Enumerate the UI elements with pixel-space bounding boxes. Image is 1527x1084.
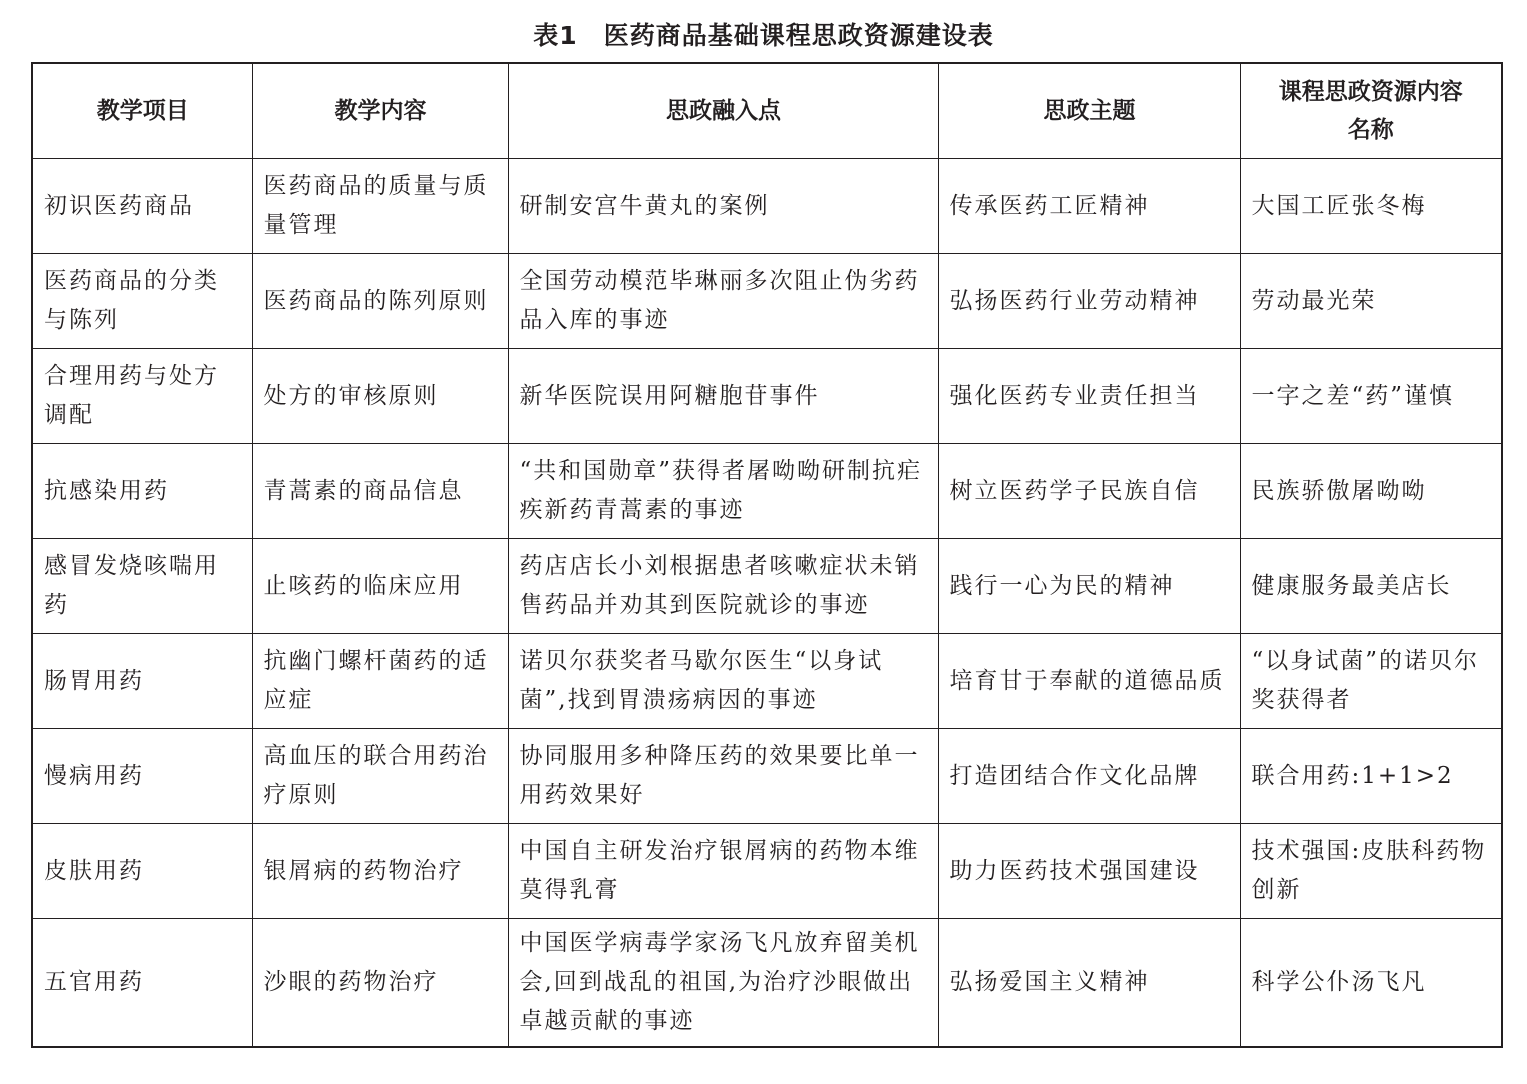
cell-project: 感冒发烧咳喘用药 — [32, 539, 252, 634]
cell-project: 皮肤用药 — [32, 824, 252, 919]
cell-theme: 践行一心为民的精神 — [938, 539, 1240, 634]
cell-resource: 技术强国:皮肤科药物创新 — [1240, 824, 1502, 919]
cell-content: 医药商品的陈列原则 — [252, 254, 508, 349]
table-row — [32, 539, 1502, 634]
table-row — [32, 729, 1502, 824]
cell-entry-point: 全国劳动模范毕琳丽多次阻止伪劣药品入库的事迹 — [508, 254, 938, 349]
cell-project: 五官用药 — [32, 919, 252, 1047]
cell-theme: 打造团结合作文化品牌 — [938, 729, 1240, 824]
table-row — [32, 634, 1502, 729]
cell-resource: 健康服务最美店长 — [1240, 539, 1502, 634]
cell-entry-point: 诺贝尔获奖者马歇尔医生“以身试菌”,找到胃溃疡病因的事迹 — [508, 634, 938, 729]
table-caption — [0, 16, 1527, 56]
cell-theme: 树立医药学子民族自信 — [938, 444, 1240, 539]
cell-entry-point: 新华医院误用阿糖胞苷事件 — [508, 349, 938, 444]
resource-table — [31, 62, 1503, 1048]
table-row — [32, 349, 1502, 444]
header-row — [32, 63, 1502, 159]
table-row — [32, 444, 1502, 539]
cell-entry-point: “共和国勋章”获得者屠呦呦研制抗疟疾新药青蒿素的事迹 — [508, 444, 938, 539]
cell-resource: 联合用药:1+1>2 — [1240, 729, 1502, 824]
cell-resource: 民族骄傲屠呦呦 — [1240, 444, 1502, 539]
cell-theme: 培育甘于奉献的道德品质 — [938, 634, 1240, 729]
cell-entry-point: 中国医学病毒学家汤飞凡放弃留美机会,回到战乱的祖国,为治疗沙眼做出卓越贡献的事迹 — [508, 919, 938, 1047]
cell-content: 高血压的联合用药治疗原则 — [252, 729, 508, 824]
cell-project: 抗感染用药 — [32, 444, 252, 539]
cell-entry-point: 药店店长小刘根据患者咳嗽症状未销售药品并劝其到医院就诊的事迹 — [508, 539, 938, 634]
table-row — [32, 254, 1502, 349]
header-resource-name: 课程思政资源内容名称 — [1240, 63, 1502, 159]
cell-resource: 科学公仆汤飞凡 — [1240, 919, 1502, 1047]
table-title: 医药商品基础课程思政资源建设表 — [603, 21, 994, 50]
cell-content: 银屑病的药物治疗 — [252, 824, 508, 919]
cell-content: 处方的审核原则 — [252, 349, 508, 444]
cell-project: 医药商品的分类与陈列 — [32, 254, 252, 349]
cell-content: 抗幽门螺杆菌药的适应症 — [252, 634, 508, 729]
table-row — [32, 919, 1502, 1047]
cell-project: 初识医药商品 — [32, 159, 252, 254]
cell-project: 合理用药与处方调配 — [32, 349, 252, 444]
cell-theme: 弘扬医药行业劳动精神 — [938, 254, 1240, 349]
cell-theme: 强化医药专业责任担当 — [938, 349, 1240, 444]
cell-entry-point: 研制安宫牛黄丸的案例 — [508, 159, 938, 254]
table-number: 表1 — [533, 21, 578, 50]
cell-theme: 弘扬爱国主义精神 — [938, 919, 1240, 1047]
header-theme: 思政主题 — [938, 63, 1240, 159]
cell-project: 慢病用药 — [32, 729, 252, 824]
header-teaching-project: 教学项目 — [32, 63, 252, 159]
cell-content: 沙眼的药物治疗 — [252, 919, 508, 1047]
cell-content: 医药商品的质量与质量管理 — [252, 159, 508, 254]
header-teaching-content: 教学内容 — [252, 63, 508, 159]
cell-resource: 劳动最光荣 — [1240, 254, 1502, 349]
cell-content: 青蒿素的商品信息 — [252, 444, 508, 539]
cell-theme: 传承医药工匠精神 — [938, 159, 1240, 254]
table-row — [32, 159, 1502, 254]
cell-resource: 一字之差“药”谨慎 — [1240, 349, 1502, 444]
cell-content: 止咳药的临床应用 — [252, 539, 508, 634]
header-integration-point: 思政融入点 — [508, 63, 938, 159]
cell-resource: 大国工匠张冬梅 — [1240, 159, 1502, 254]
cell-entry-point: 中国自主研发治疗银屑病的药物本维莫得乳膏 — [508, 824, 938, 919]
cell-project: 肠胃用药 — [32, 634, 252, 729]
cell-resource: “以身试菌”的诺贝尔奖获得者 — [1240, 634, 1502, 729]
cell-entry-point: 协同服用多种降压药的效果要比单一用药效果好 — [508, 729, 938, 824]
cell-theme: 助力医药技术强国建设 — [938, 824, 1240, 919]
table-row — [32, 824, 1502, 919]
